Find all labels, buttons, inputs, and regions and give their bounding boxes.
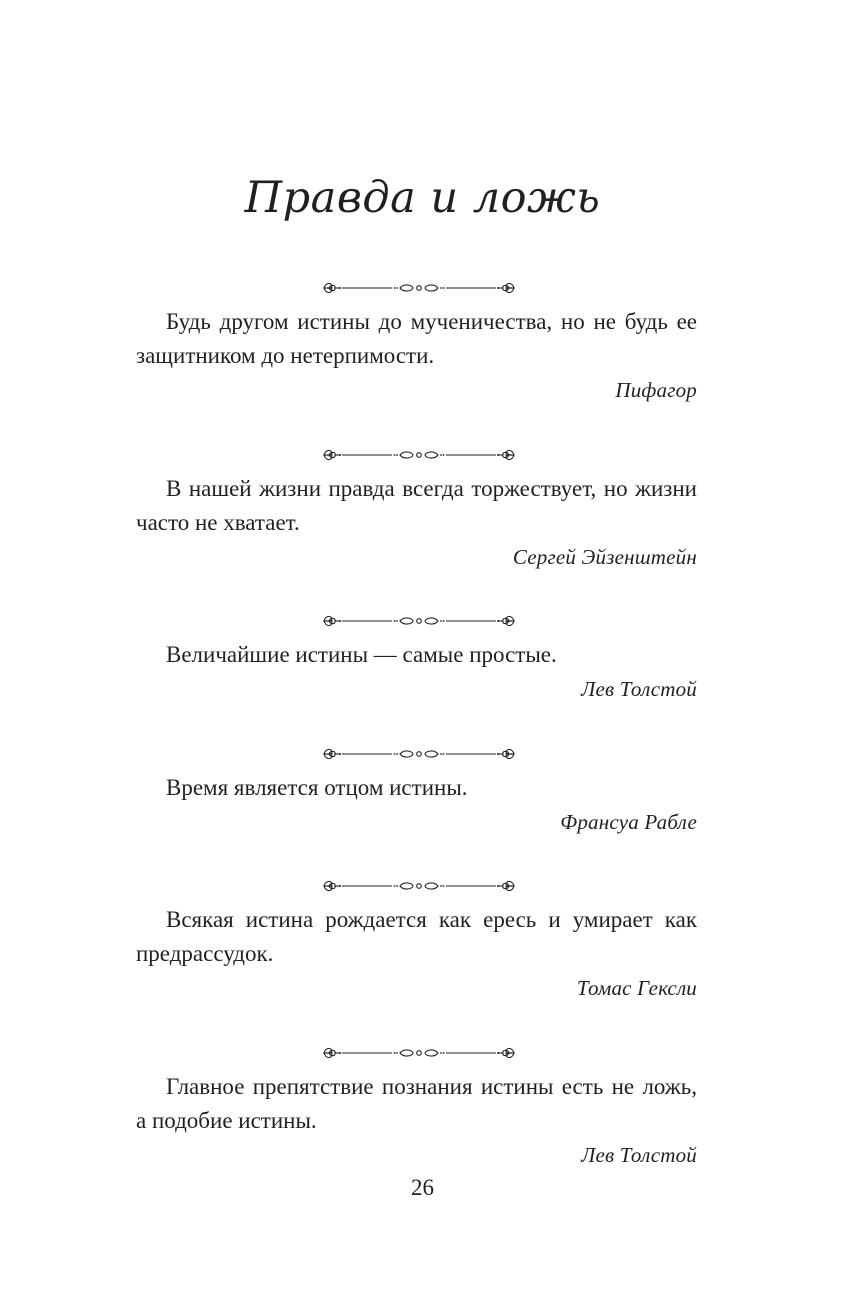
quote-block — [136, 903, 697, 1003]
floral-divider-icon — [320, 1043, 518, 1063]
quote-block — [136, 305, 697, 405]
page-number: 26 — [411, 1175, 434, 1200]
quote-author: Сергей Эйзенштейн — [512, 545, 697, 569]
quote-author: Франсуа Рабле — [560, 810, 697, 834]
quote-text: В нашей жизни правда всегда торжествует, но жизни часто не хватает. — [136, 476, 697, 535]
quote-text: Всякая истина рождается как ересь и умирает как предрассудок. — [136, 907, 697, 966]
floral-divider-icon — [320, 611, 518, 631]
quote-block — [136, 1070, 697, 1170]
floral-divider-icon — [320, 445, 518, 465]
quote-block — [136, 771, 697, 837]
quote-text: Будь другом истины до мученичества, но не будь ее защитником до нетерпимости. — [136, 309, 697, 368]
quote-block — [136, 472, 697, 572]
quote-author: Томас Гексли — [576, 976, 697, 1000]
floral-divider-icon — [320, 278, 518, 298]
quote-text: Главное препятствие познания истины есть не ложь, а подобие истины. — [136, 1074, 697, 1133]
quote-text: Время является отцом истины. — [166, 775, 468, 800]
quote-author: Лев Толстой — [581, 677, 697, 701]
page-title: Правда и ложь — [244, 173, 601, 223]
quote-block — [136, 638, 697, 704]
quote-author: Пифагор — [615, 378, 697, 402]
quote-author: Лев Толстой — [581, 1143, 697, 1167]
floral-divider-icon — [320, 876, 518, 896]
floral-divider-icon — [320, 744, 518, 764]
quote-text: Величайшие истины — самые простые. — [166, 642, 557, 667]
